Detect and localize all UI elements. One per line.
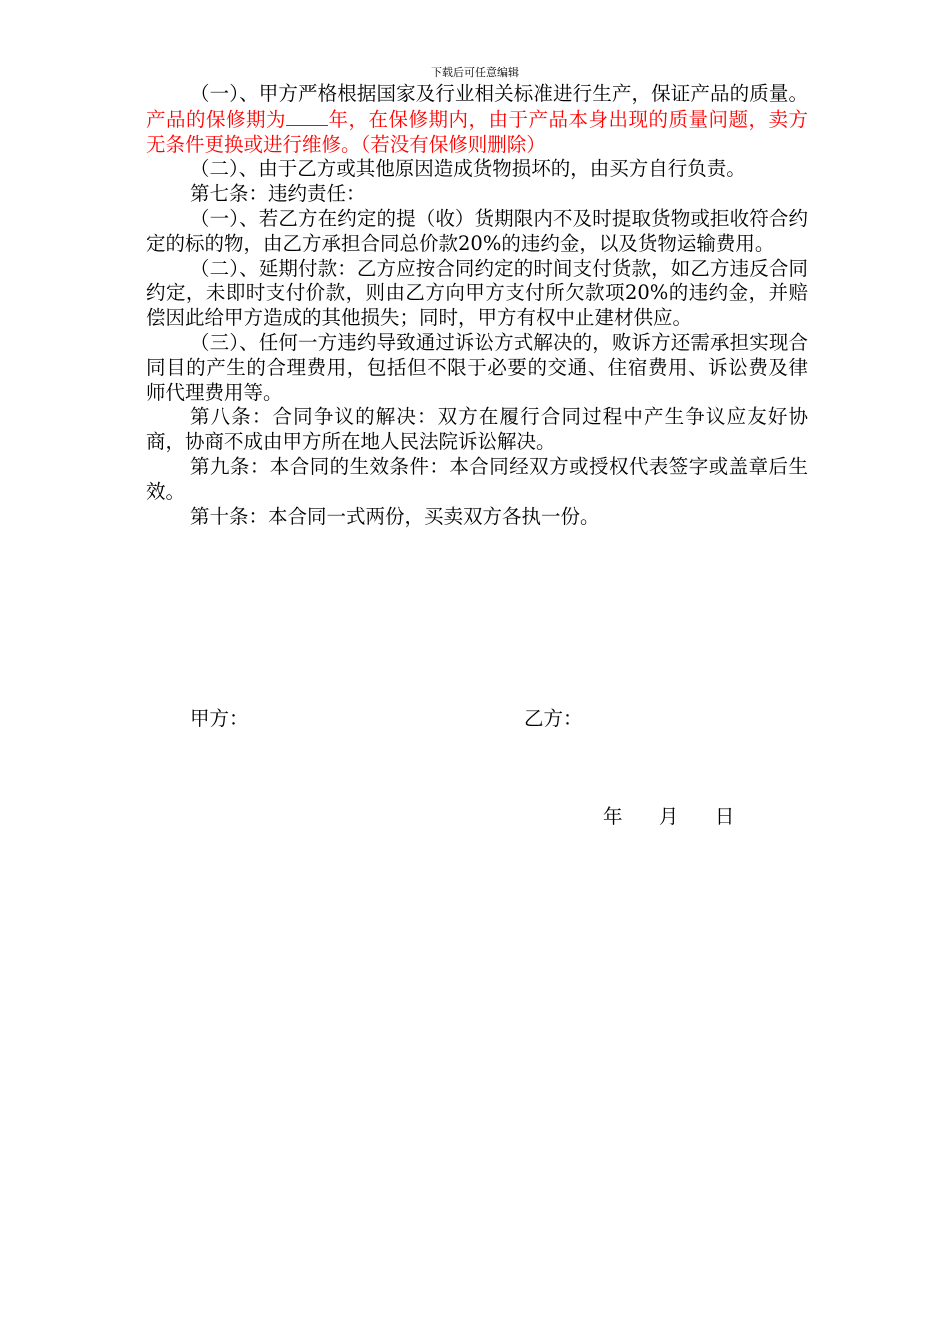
article-7-item-3: （三）、任何一方违约导致通过诉讼方式解决的，败诉方还需承担实现合同目的产生的合理费用，包括但不限于必要的交通、住宿费用、诉讼费及律师代理费用等。 [146,330,808,404]
signing-date [603,805,734,829]
article-7-item-2: （二）、延期付款：乙方应按合同约定的时间支付货款，如乙方违反合同约定，未即时支付价款，则由乙方向甲方支付所欠款项20%的违约金，并赔偿因此给甲方造成的其他损失；同时，甲方有权中止建材供应。 [146,256,808,330]
date-day-label: 日 [714,805,735,828]
party-b-signature-label: 乙方： [524,707,583,730]
article-8: 第八条：合同争议的解决：双方在履行合同过程中产生争议应友好协商，协商不成由甲方所在地人民法院诉讼解决。 [146,405,808,454]
date-month-label: 月 [658,805,679,828]
warranty-period-text-b: 年，在保修期内，由于产品本身出现的质量问题，卖方无条件更换或进行维修。（若没有保修则删除） [146,107,808,156]
party-a-signature-label: 甲方： [190,707,249,730]
article-7-title: 第七条：违约责任： [190,182,366,206]
article-10: 第十条：本合同一式两份，买卖双方各执一份。 [190,504,600,528]
article-9: 第九条：本合同的生效条件：本合同经双方或授权代表签字或盖章后生效。 [146,454,808,503]
warranty-period-text-a: 产品的保修期为 [146,107,286,131]
clause-damage: （二）、由于乙方或其他原因造成货物损坏的，由买方自行负责。 [190,157,746,181]
page-header: 下载后可任意编辑 [431,66,519,79]
clause-warranty [146,82,808,157]
clause-warranty-text: （一）、甲方严格根据国家及行业相关标准进行生产，保证产品的质量。 [190,82,808,105]
warranty-years-blank [286,107,328,126]
contract-body [146,82,808,529]
article-7-item-1: （一）、若乙方在约定的提（收）货期限内不及时提取货物或拒收符合约定的标的物，由乙方承担合同总价款20%的违约金，以及货物运输费用。 [146,206,808,255]
date-year-label: 年 [603,805,623,828]
